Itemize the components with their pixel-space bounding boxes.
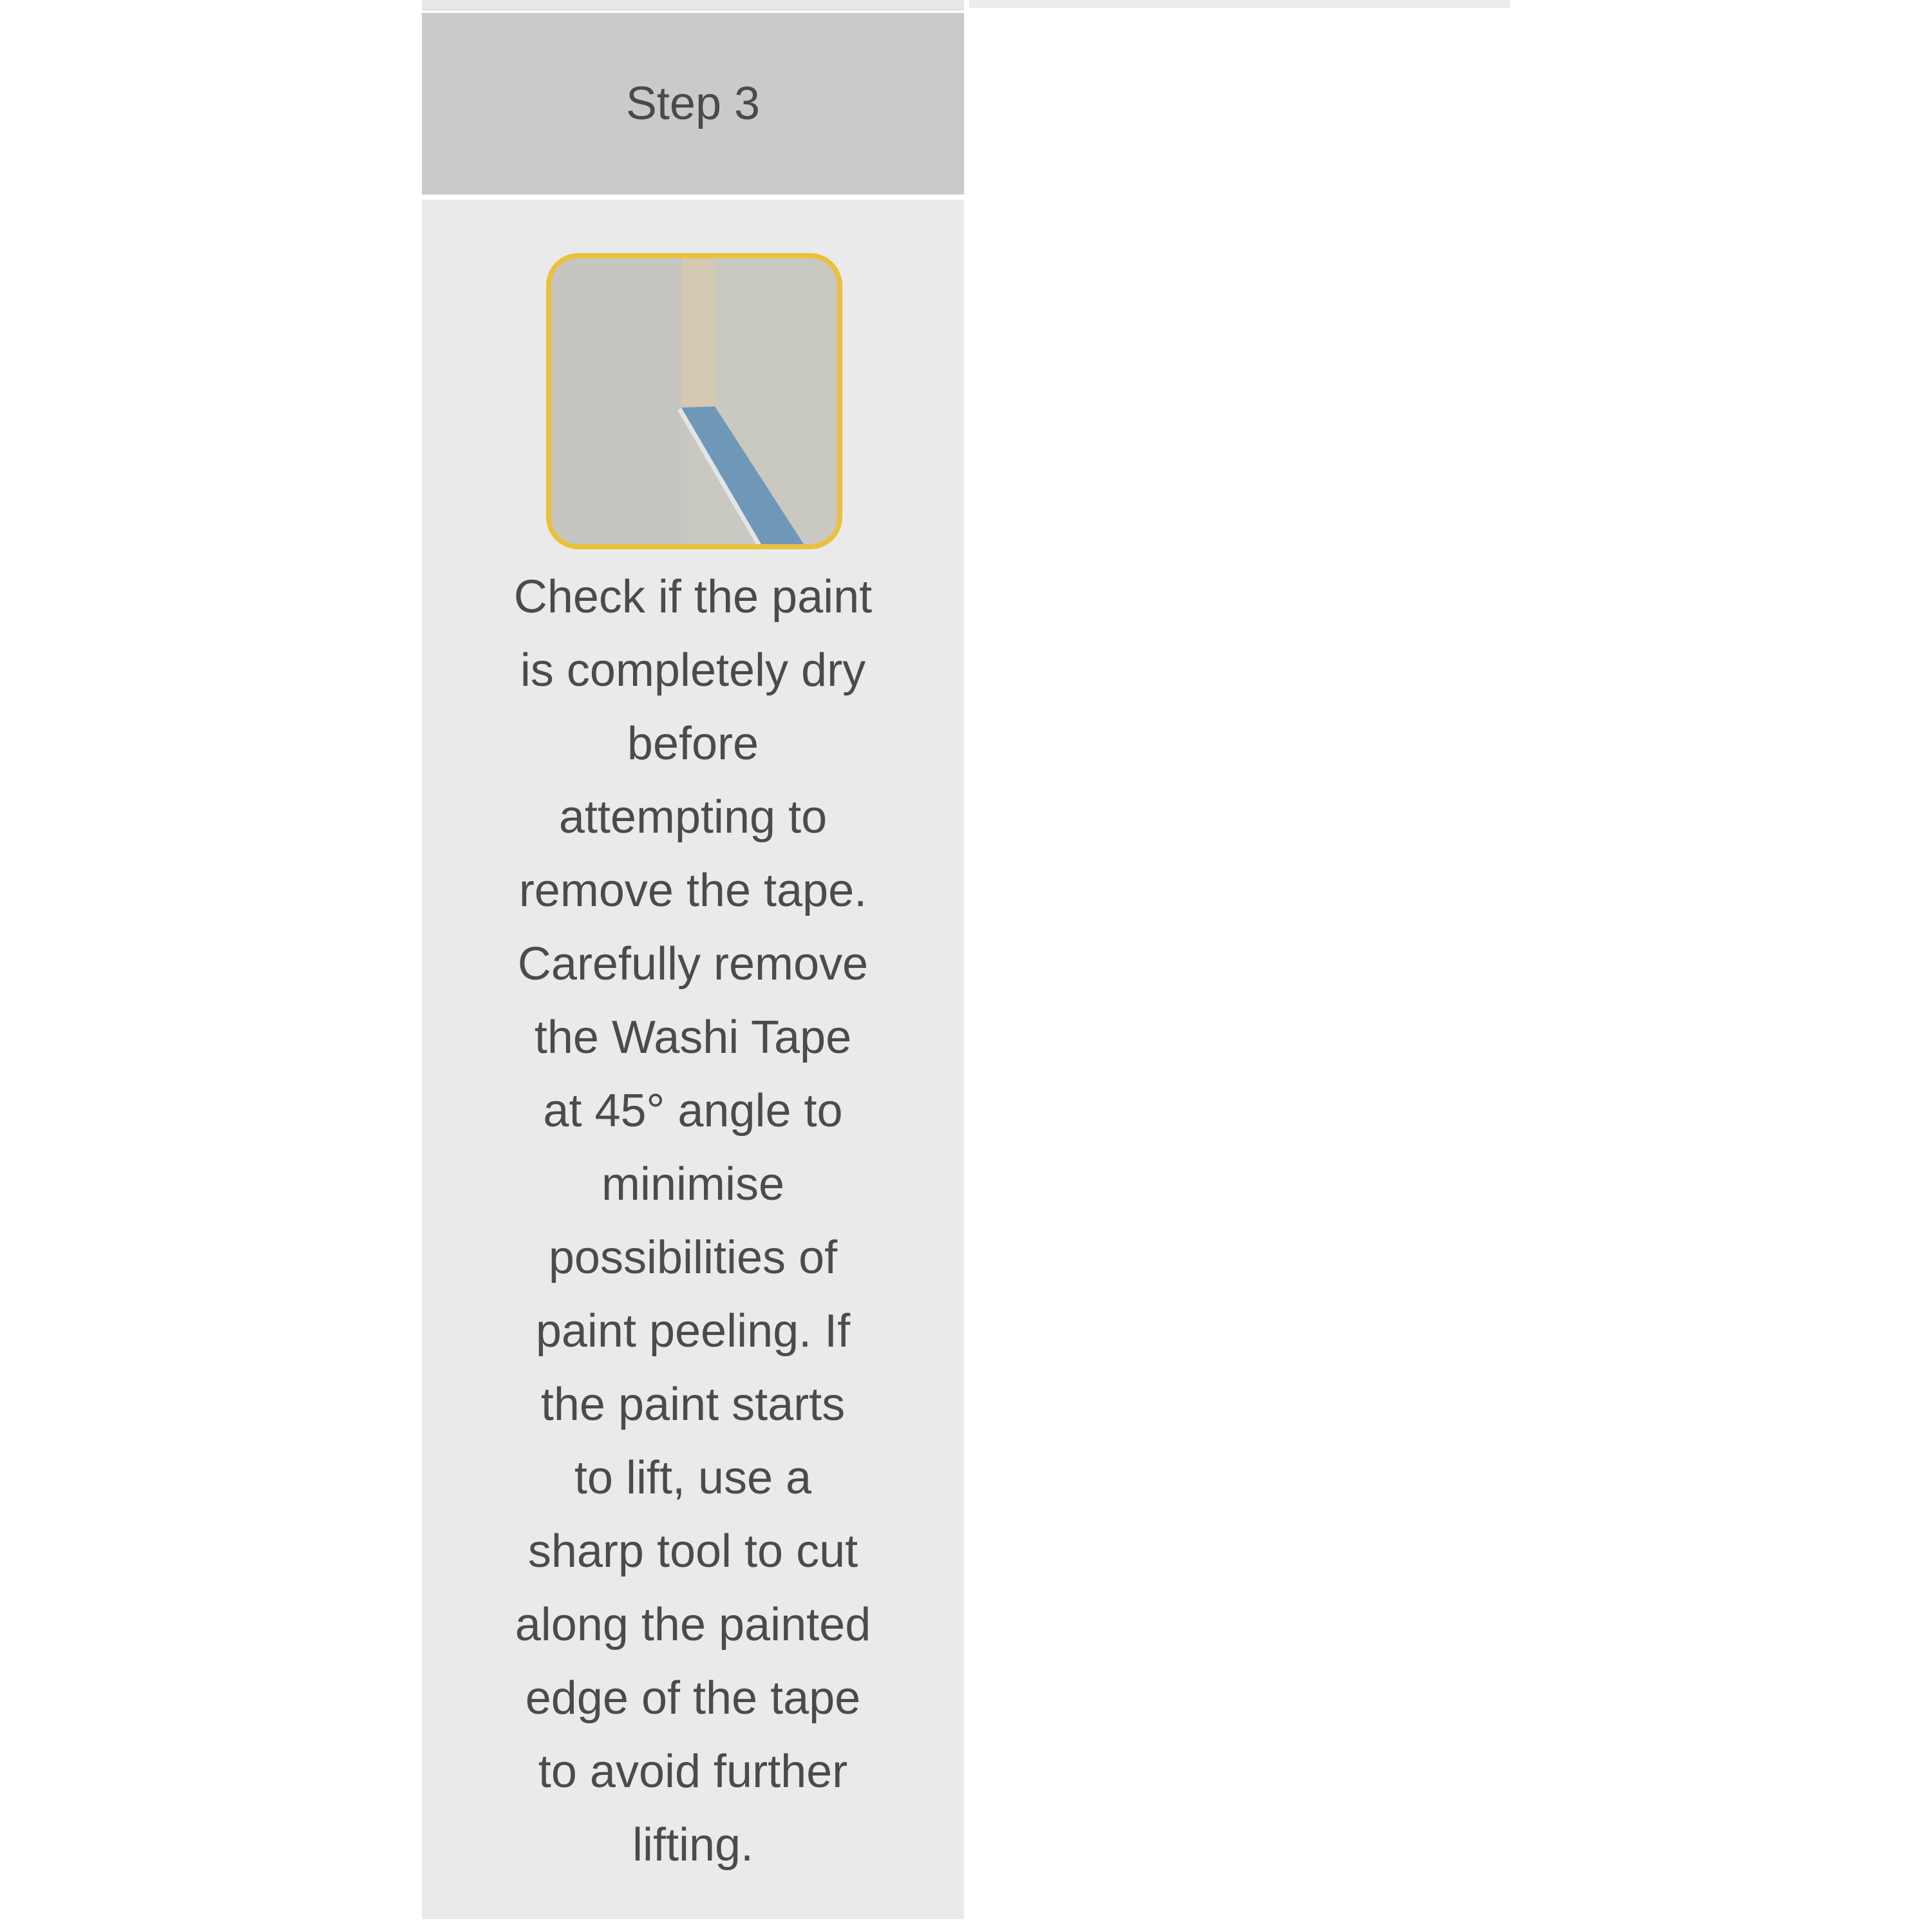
- previous-card-edge: [422, 0, 964, 10]
- step-image: [546, 253, 842, 549]
- instruction-line: minimise: [601, 1159, 785, 1210]
- step-card: [422, 13, 964, 1919]
- step-instructions: [448, 560, 938, 1882]
- instruction-line: the paint starts: [540, 1379, 846, 1430]
- instruction-line: to avoid further: [538, 1746, 848, 1797]
- instruction-line: at 45° angle to: [543, 1085, 843, 1137]
- step-title: Step 3: [625, 78, 761, 129]
- instruction-line: Check if the paint: [513, 571, 873, 623]
- instruction-line: attempting to: [558, 791, 828, 843]
- instruction-line: remove the tape.: [518, 865, 867, 916]
- instruction-line: the Washi Tape: [534, 1012, 852, 1063]
- tape-peel-illustration-icon: [551, 258, 837, 544]
- instruction-line: along the painted: [515, 1599, 871, 1651]
- instruction-line: Carefully remove: [517, 938, 869, 990]
- instruction-line: lifting.: [632, 1819, 754, 1871]
- adjacent-card-edge: [969, 0, 1510, 8]
- step-header: [422, 13, 964, 194]
- instruction-line: paint peeling. If: [535, 1305, 851, 1357]
- instruction-line: possibilities of: [548, 1232, 838, 1283]
- instruction-line: edge of the tape: [525, 1672, 861, 1724]
- instruction-line: is completely dry: [520, 645, 866, 696]
- step-body: [422, 200, 964, 1919]
- instruction-line: to lift, use a: [574, 1452, 812, 1504]
- instruction-line: before: [627, 718, 759, 770]
- instruction-line: sharp tool to cut: [527, 1526, 858, 1577]
